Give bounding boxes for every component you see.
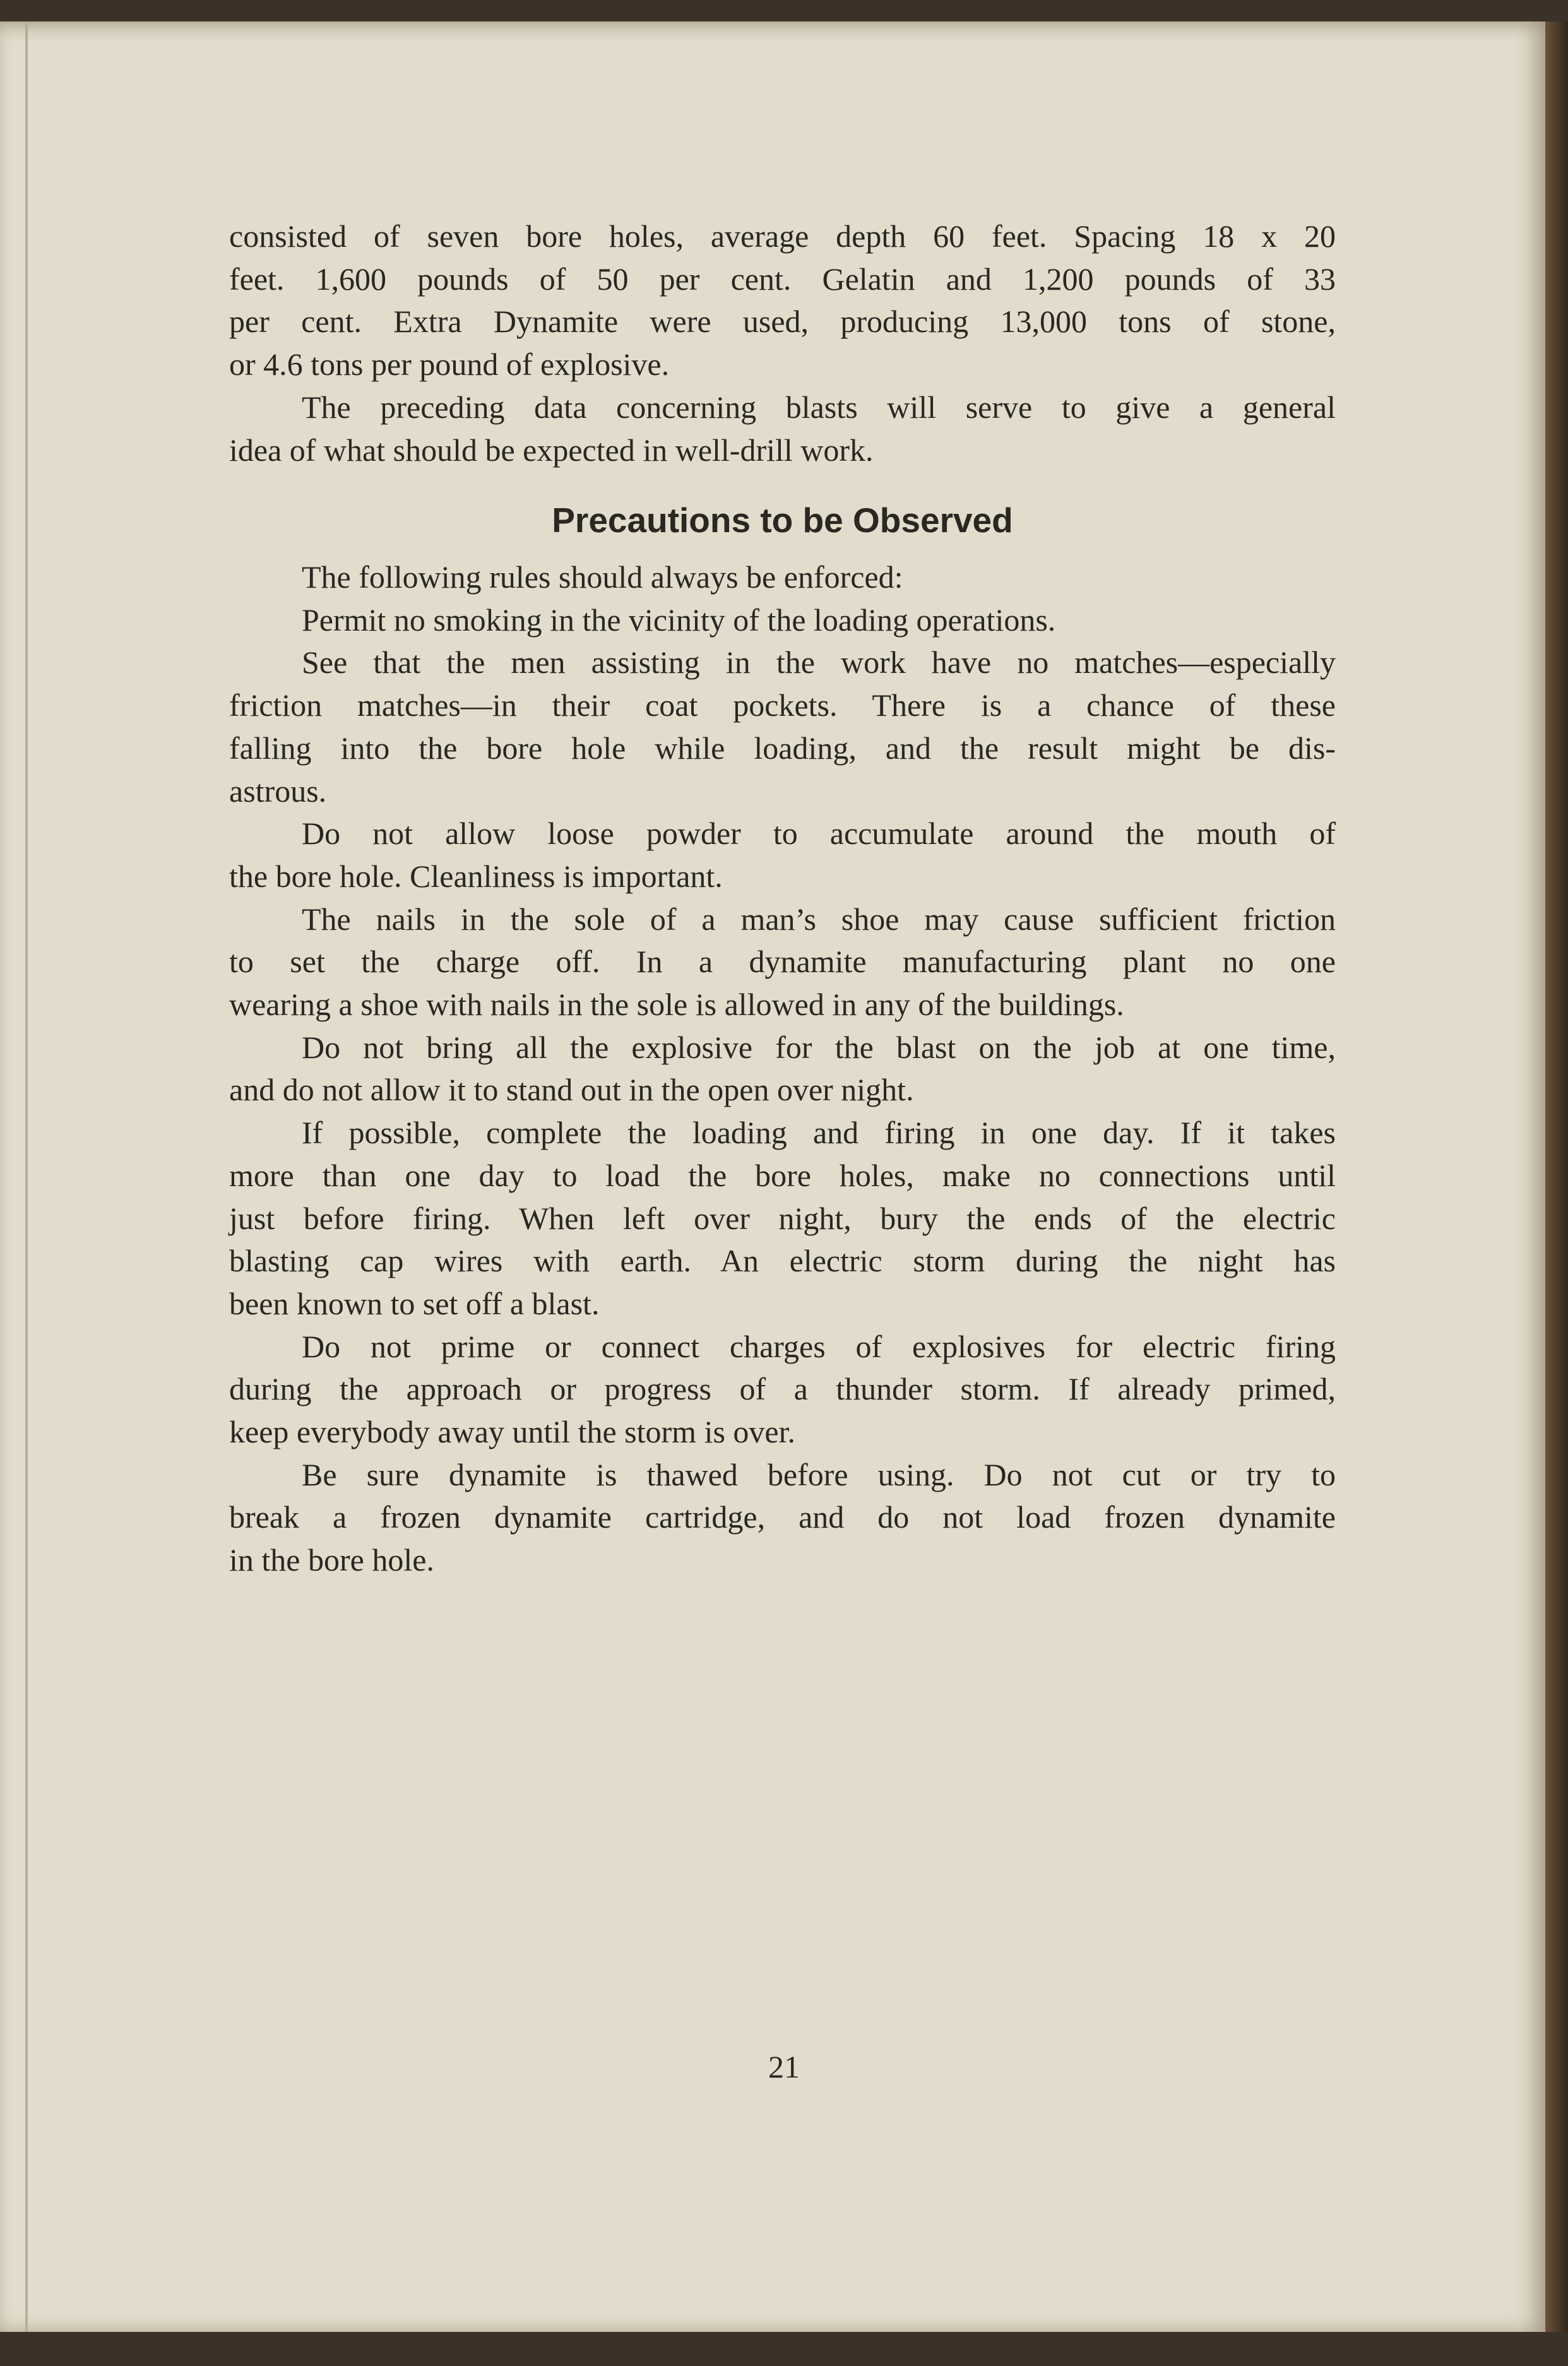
- page-number: 21: [768, 2049, 800, 2084]
- binding-edge: [25, 21, 28, 2332]
- text-line: break a frozen dynamite cartridge, and do not load frozen dynamite: [229, 1499, 1336, 1535]
- text-line: to set the charge off. In a dynamite manufacturing plant no one: [229, 944, 1336, 980]
- page-edge-shadow: [1545, 21, 1568, 2332]
- text-line: If possible, complete the loading and firing in one day. If it takes: [302, 1115, 1336, 1151]
- text-line: See that the men assisting in the work have no matches—especially: [302, 645, 1336, 681]
- text-line: Permit no smoking in the vicinity of the loading operations.: [302, 602, 1056, 638]
- text-line: friction matches—in their coat pockets. There is a chance of these: [229, 687, 1336, 723]
- text-line: been known to set off a blast.: [229, 1285, 600, 1321]
- text-line: astrous.: [229, 773, 327, 809]
- text-line: falling into the bore hole while loading, and the result might be dis-: [229, 730, 1336, 766]
- text-line: in the bore hole.: [229, 1542, 434, 1578]
- text-line: feet. 1,600 pounds of 50 per cent. Gelatin and 1,200 pounds of 33: [229, 261, 1336, 297]
- precautions-text: [229, 556, 1336, 1582]
- text-line: The following rules should always be enforced:: [302, 559, 903, 595]
- text-line: more than one day to load the bore holes, make no connections until: [229, 1157, 1336, 1193]
- text-line: blasting cap wires with earth. An electric storm during the night has: [229, 1243, 1336, 1279]
- text-line: The nails in the sole of a man’s shoe may cause sufficient friction: [302, 901, 1336, 937]
- text-line: The preceding data concerning blasts will serve to give a general: [302, 389, 1336, 425]
- text-line: or 4.6 tons per pound of explosive.: [229, 347, 670, 383]
- text-line: idea of what should be expected in well-drill work.: [229, 432, 874, 468]
- text-line: wearing a shoe with nails in the sole is allowed in any of the buildings.: [229, 987, 1124, 1023]
- section-heading: Precautions to be Observed: [552, 501, 1013, 540]
- text-line: just before firing. When left over night, bury the ends of the electric: [229, 1200, 1336, 1236]
- text-line: consisted of seven bore holes, average depth 60 feet. Spacing 18 x 20: [229, 218, 1336, 254]
- text-line: Be sure dynamite is thawed before using. Do not cut or try to: [302, 1456, 1336, 1492]
- intro-text: [229, 215, 1336, 472]
- text-line: Do not allow loose powder to accumulate around the mouth of: [302, 816, 1336, 852]
- text-line: keep everybody away until the storm is over.: [229, 1414, 795, 1450]
- text-line: the bore hole. Cleanliness is important.: [229, 858, 723, 894]
- text-line: Do not prime or connect charges of explosives for electric firing: [302, 1328, 1336, 1364]
- text-line: and do not allow it to stand out in the open over night.: [229, 1072, 914, 1108]
- text-line: during the approach or progress of a thunder storm. If already primed,: [229, 1371, 1336, 1407]
- text-line: per cent. Extra Dynamite were used, producing 13,000 tons of stone,: [229, 304, 1336, 340]
- text-line: Do not bring all the explosive for the blast on the job at one time,: [302, 1029, 1336, 1065]
